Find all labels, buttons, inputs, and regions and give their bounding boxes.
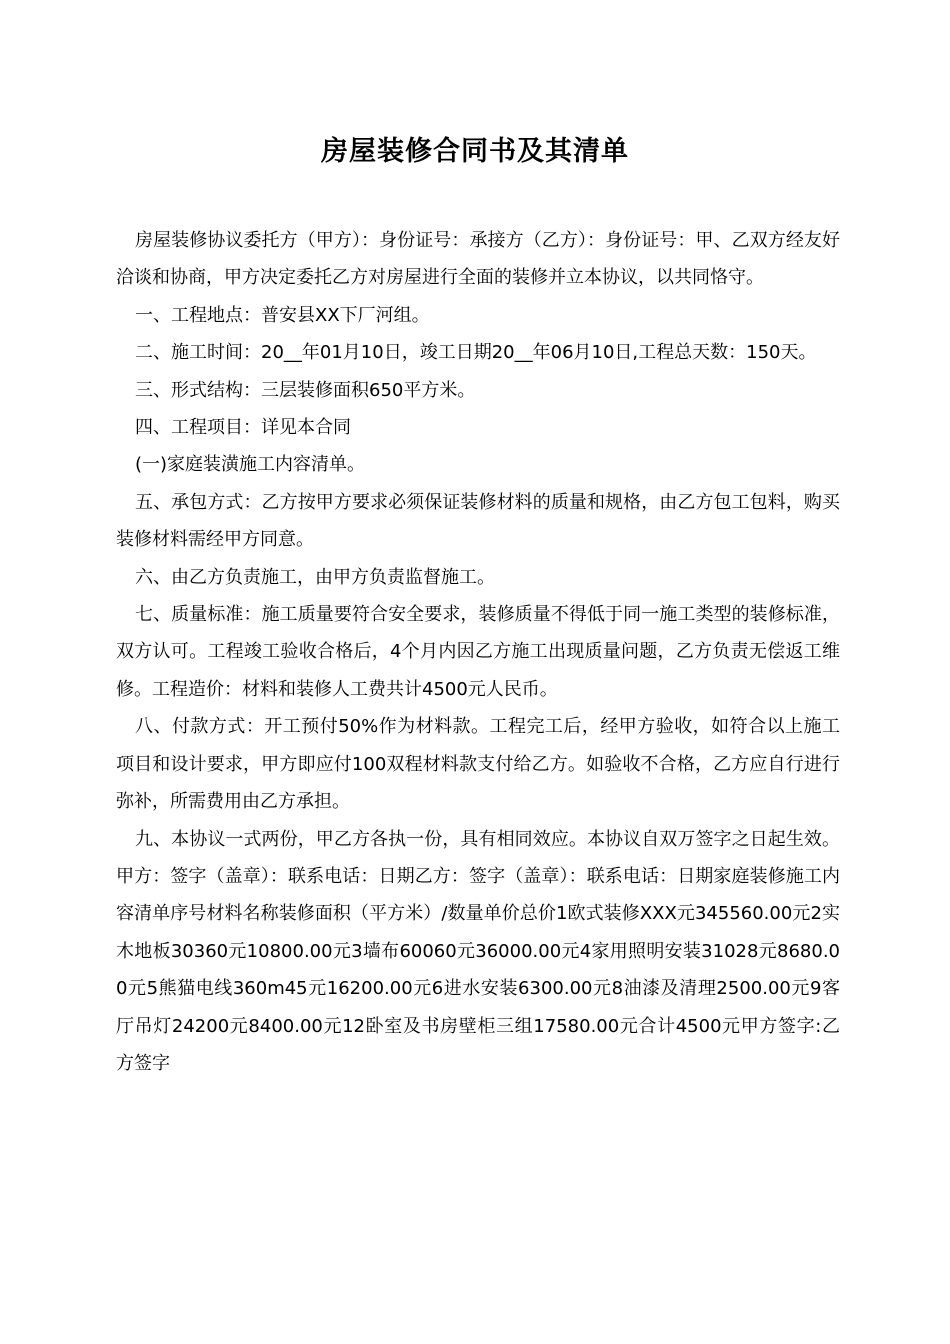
document-body bbox=[116, 222, 840, 1082]
paragraph-contract-method: 五、承包方式：乙方按甲方要求必须保证装修材料的质量和规格，由乙方包工包料，购买装修材料需经甲方同意。 bbox=[116, 491, 840, 551]
paragraph-project-location: 一、工程地点：普安县XX下厂河组。 bbox=[135, 304, 430, 326]
paragraph-structure: 三、形式结构：三层装修面积650平方米。 bbox=[135, 379, 476, 401]
paragraph-construction-time: 二、施工时间：20__年01月10日，竣工日期20__年06月10日,工程总天数：150天。 bbox=[135, 342, 817, 364]
paragraph-payment-method: 八、付款方式：开工预付50%作为材料款。工程完工后，经甲方验收，如符合以上施工项目和设计要求，甲方即应付100双程材料款支付给乙方。如验收不合格，乙方应自行进行弥补，所需费用由乙方承担。 bbox=[116, 716, 840, 813]
paragraph-supervision: 六、由乙方负责施工，由甲方负责监督施工。 bbox=[135, 566, 495, 588]
paragraph-quality-standard: 七、质量标准：施工质量要符合安全要求，装修质量不得低于同一施工类型的装修标准，双方认可。工程竣工验收合格后，4个月内因乙方施工出现质量问题，乙方负责无偿返工维修。工程造价：材料和装修人工费共计4500元人民币。 bbox=[116, 604, 840, 700]
paragraph-intro: 房屋装修协议委托方（甲方）：身份证号：承接方（乙方）：身份证号：甲、乙双方经友好洽谈和协商，甲方决定委托乙方对房屋进行全面的装修并立本协议，以共同恪守。 bbox=[116, 230, 840, 289]
paragraph-agreement-and-list: 九、本协议一式两份，甲乙方各执一份，具有相同效应。本协议自双万签字之日起生效。甲方：签字（盖章）：联系电话：日期乙方：签字（盖章）：联系电话：日期家庭装修施工内容清单序号材料名称装修面积（平方米）/数量单价总价1欧式装修XXX元345560.00元2实木地板30360元10800.00元3墙布60060元36000.00元4家用照明安装31028元8680.00元5熊猫电线360m45元16200.00元6进水安装6300.00元8油漆及清理2500.00元9客厅吊灯24200元8400.00元12卧室及书房壁柜三组17580.00元合计4500元甲方签字:乙方签字 bbox=[116, 828, 840, 1074]
paragraph-project-items: 四、工程项目：详见本合同 bbox=[135, 417, 351, 439]
document-title: 房屋装修合同书及其清单 bbox=[321, 136, 629, 167]
paragraph-content-list: (一)家庭装潢施工内容清单。 bbox=[135, 454, 366, 476]
